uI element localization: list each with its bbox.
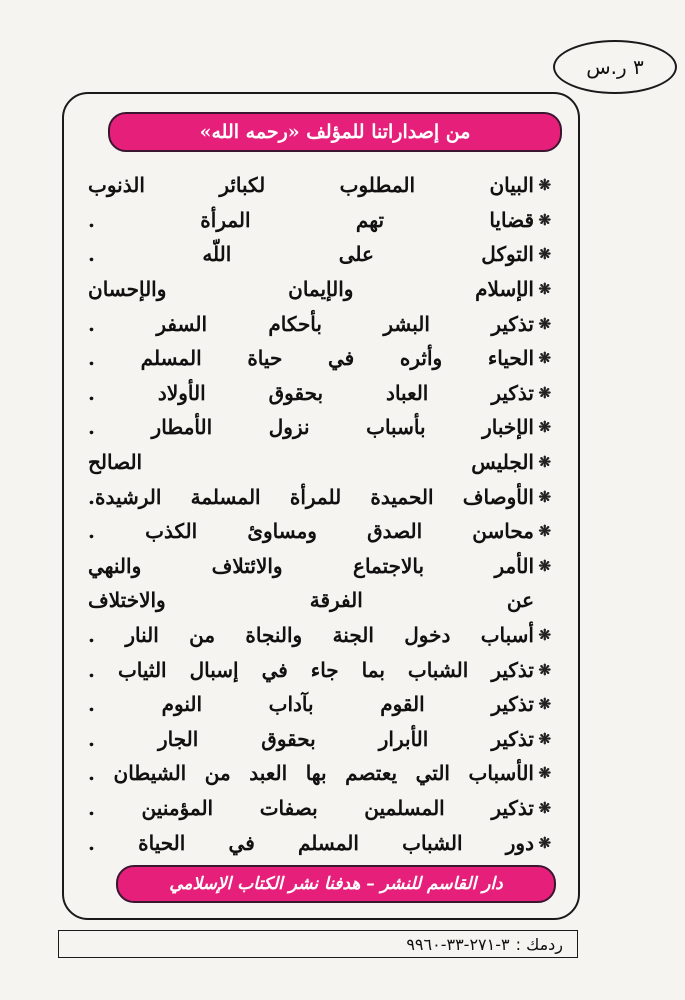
price-badge: ٣ ر.س	[553, 40, 677, 94]
list-item	[80, 583, 556, 618]
book-title: تذكير المسلمين بصفات المؤمنين .	[88, 795, 534, 820]
asterisk-icon: ❋	[538, 349, 552, 368]
asterisk-icon: ❋	[538, 314, 552, 333]
list-item	[80, 549, 556, 584]
book-title: محاسن الصدق ومساوئ الكذب .	[88, 519, 534, 544]
asterisk-icon: ❋	[538, 383, 552, 402]
list-item	[80, 341, 556, 376]
book-title: تذكير القوم بآداب النوم .	[88, 692, 534, 717]
isbn-label: ردمك :	[515, 934, 563, 954]
asterisk-icon: ❋	[538, 487, 552, 506]
book-title: الحياء وأثره في حياة المسلم .	[88, 346, 534, 371]
list-item	[80, 652, 556, 687]
asterisk-icon: ❋	[538, 798, 552, 817]
asterisk-icon: ❋	[538, 695, 552, 714]
asterisk-icon: ❋	[538, 176, 552, 195]
asterisk-icon: ❋	[538, 660, 552, 679]
book-title: الإسلام والإيمان والإحسان	[88, 277, 534, 302]
book-title: البيان المطلوب لكبائر الذنوب	[88, 173, 534, 198]
asterisk-icon: ❋	[538, 556, 552, 575]
asterisk-icon: ❋	[538, 418, 552, 437]
isbn-box	[58, 930, 578, 958]
list-item	[80, 168, 556, 203]
list-item	[80, 306, 556, 341]
book-title: تذكير الشباب بما جاء في إسبال الثياب .	[88, 657, 534, 682]
book-title: تذكير العباد بحقوق الأولاد .	[88, 380, 534, 405]
list-item	[80, 791, 556, 826]
asterisk-icon: ❋	[538, 764, 552, 783]
asterisk-icon: ❋	[538, 210, 552, 229]
book-title: الأمر بالاجتماع والائتلاف والنهي	[88, 553, 534, 578]
book-title-continuation: عن الفرقة والاختلاف	[88, 588, 534, 613]
asterisk-icon: ❋	[538, 833, 552, 852]
list-item	[80, 825, 556, 860]
titles-list	[80, 168, 556, 860]
asterisk-icon: ❋	[538, 626, 552, 645]
book-title: تذكير البشر بأحكام السفر .	[88, 311, 534, 336]
header-banner: من إصداراتنا للمؤلف «رحمه الله»	[108, 112, 562, 152]
list-item	[80, 376, 556, 411]
list-item	[80, 445, 556, 480]
book-title: الأسباب التي يعتصم بها العبد من الشيطان .	[88, 761, 534, 786]
list-item	[80, 479, 556, 514]
isbn-value: ٣-٢٧١-٣٣-٩٩٦٠	[406, 934, 510, 954]
asterisk-icon: ❋	[538, 729, 552, 748]
asterisk-icon: ❋	[538, 522, 552, 541]
list-item	[80, 203, 556, 238]
asterisk-icon: ❋	[538, 453, 552, 472]
book-title: دور الشباب المسلم في الحياة .	[88, 830, 534, 855]
book-title: الأوصاف الحميدة للمرأة المسلمة الرشيدة.	[88, 484, 534, 509]
book-title: التوكل على اللّه .	[88, 242, 534, 267]
list-item	[80, 237, 556, 272]
asterisk-icon: ❋	[538, 280, 552, 299]
list-item	[80, 756, 556, 791]
book-title: الجليس الصالح	[88, 450, 534, 475]
list-item	[80, 687, 556, 722]
book-title: قضايا تهم المرأة .	[88, 207, 534, 232]
asterisk-icon: ❋	[538, 245, 552, 264]
book-title: الإخبار بأسباب نزول الأمطار .	[88, 415, 534, 440]
book-title: تذكير الأبرار بحقوق الجار .	[88, 726, 534, 751]
publisher-banner: دار القاسم للنشر – هدفنا نشر الكتاب الإسلامي	[116, 865, 556, 903]
list-item	[80, 514, 556, 549]
list-item	[80, 618, 556, 653]
list-item	[80, 272, 556, 307]
list-item	[80, 410, 556, 445]
list-item	[80, 722, 556, 757]
book-title: أسباب دخول الجنة والنجاة من النار .	[88, 623, 534, 648]
